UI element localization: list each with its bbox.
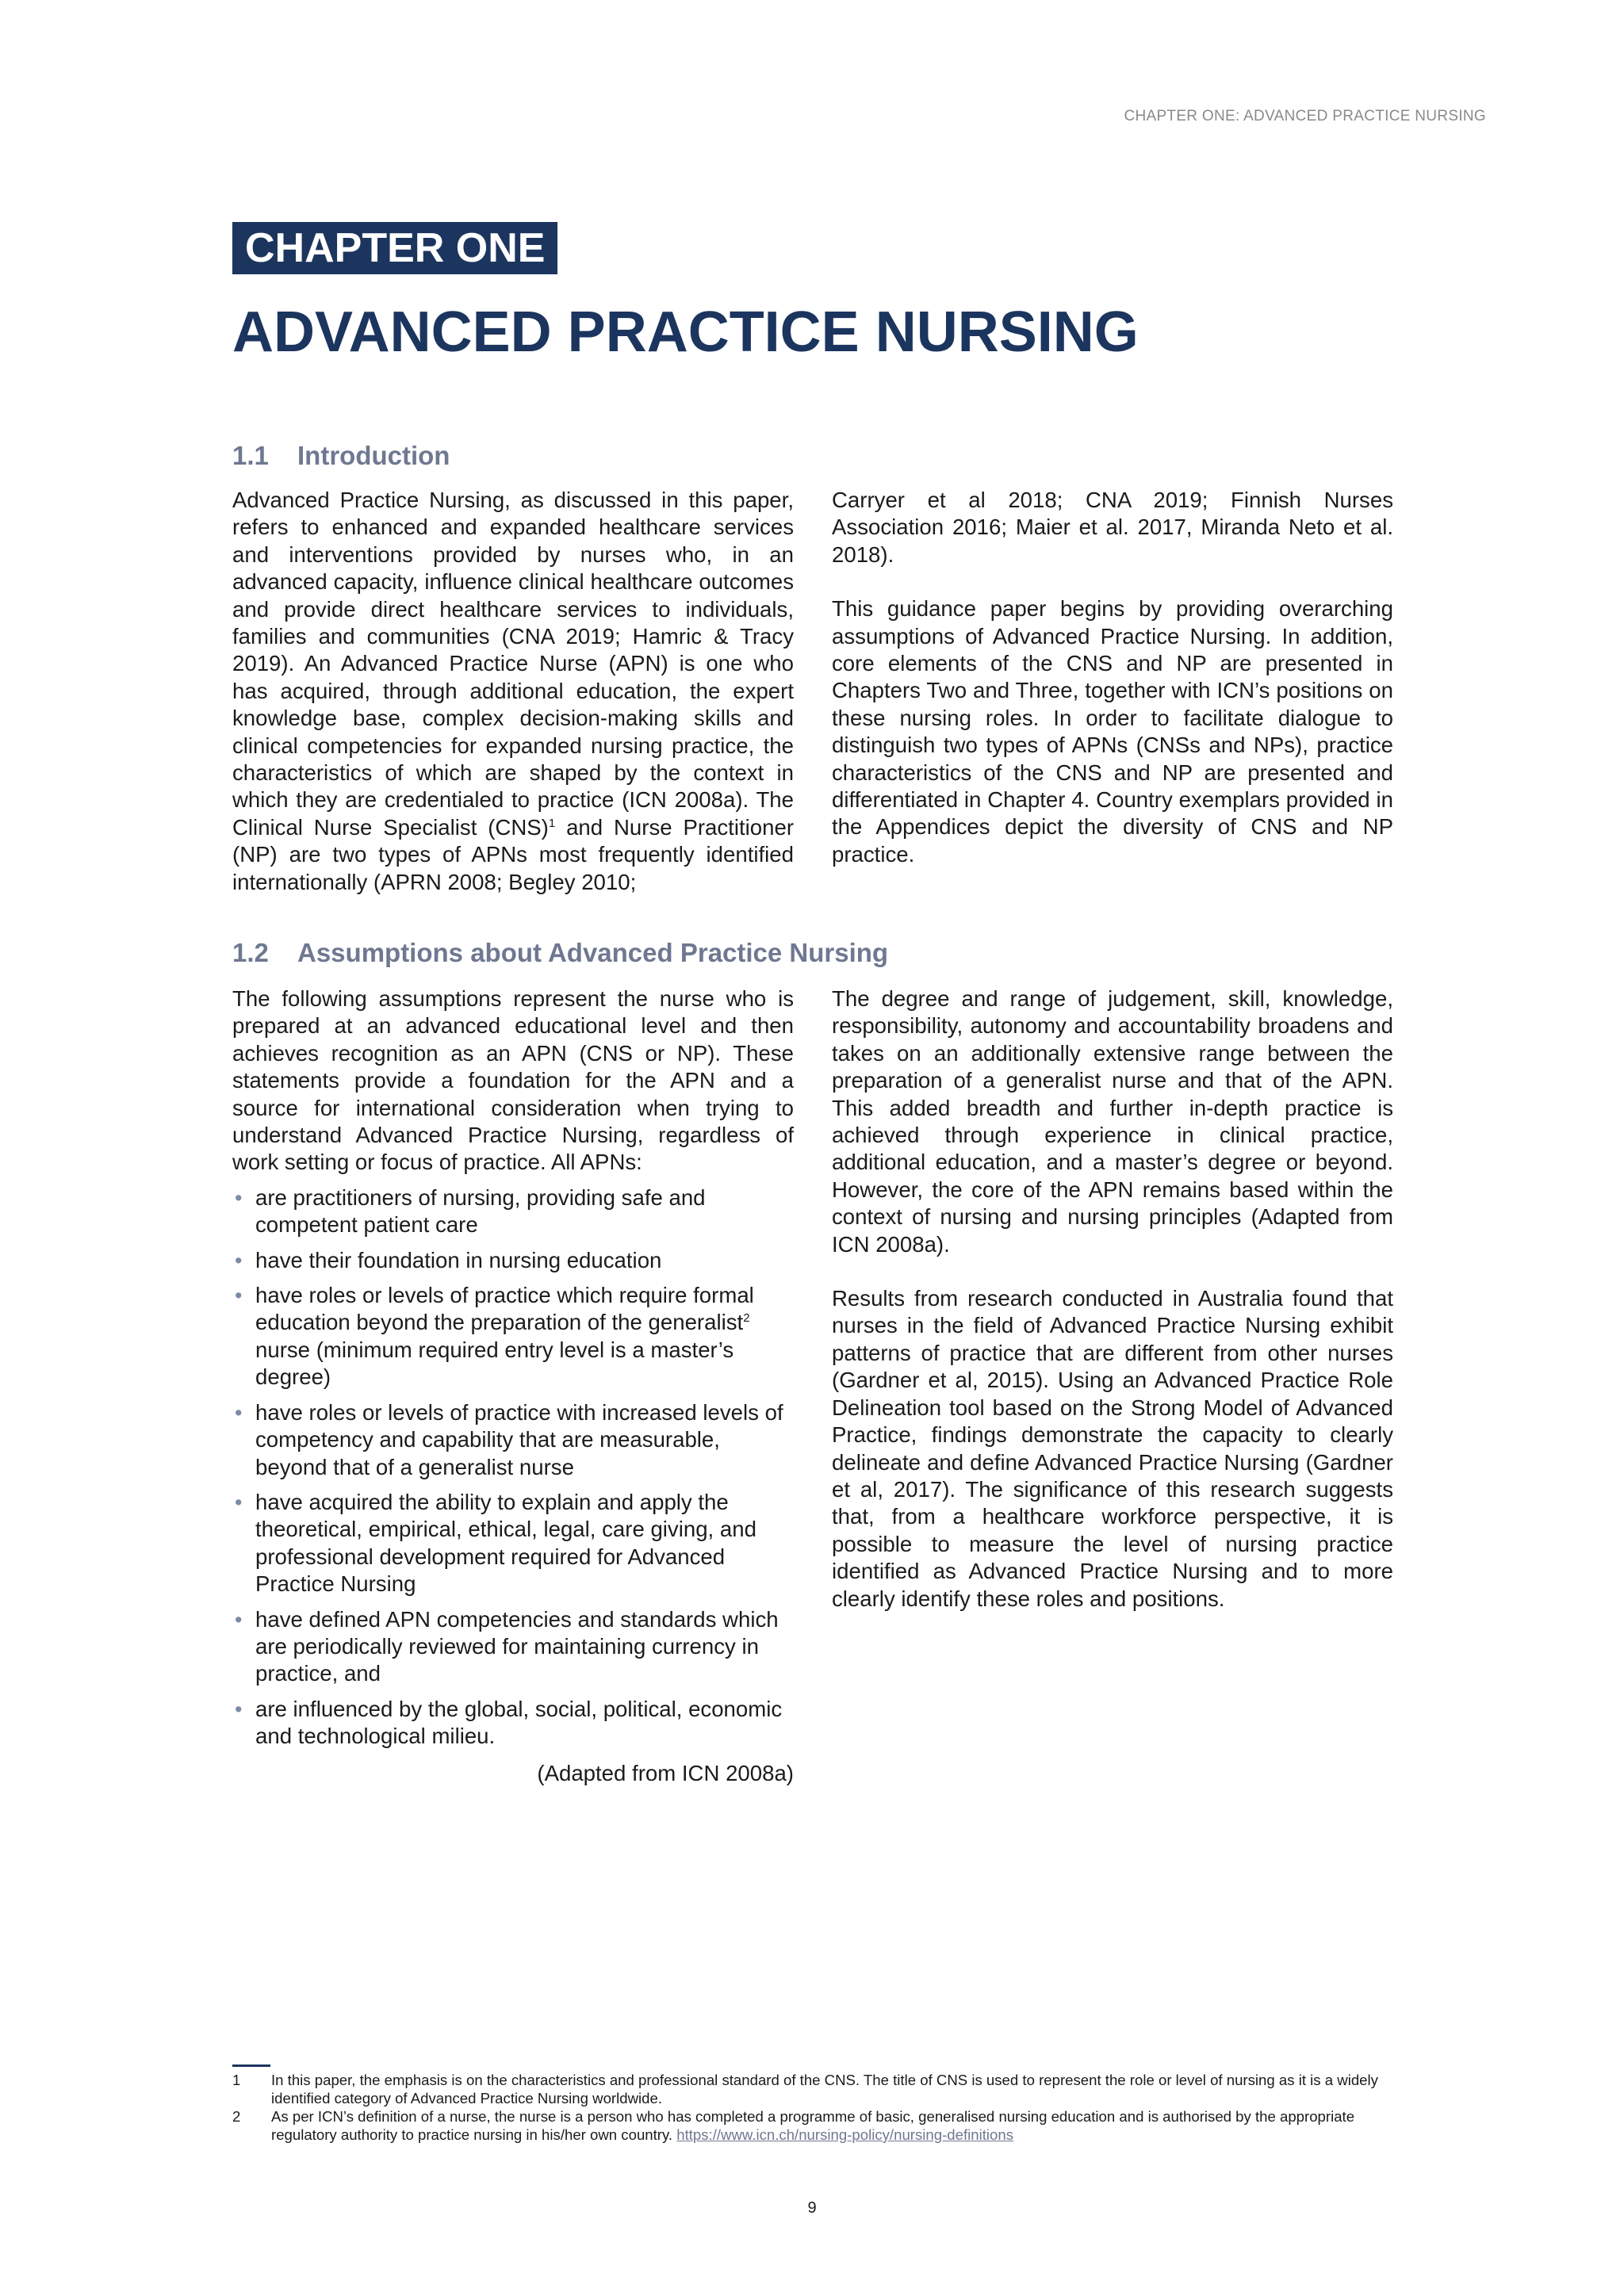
intro-paragraph-continued: Carryer et al 2018; CNA 2019; Finnish Nurses Association 2016; Maier et al. 2017, Miranda Neto et al. 2018). bbox=[832, 488, 1393, 567]
assumptions-left-column bbox=[232, 985, 794, 1787]
list-item: • have roles or levels of practice with increased levels of competency and capability that are measurable, beyond that of a generalist nurse bbox=[235, 1399, 783, 1479]
chapter-label: CHAPTER ONE bbox=[232, 222, 557, 274]
bullet-icon: • bbox=[235, 1248, 243, 1272]
guidance-paragraph: This guidance paper begins by providing overarching assumptions of Advanced Practice Nursing. In addition, core elements of the CNS and NP are presented in Chapters Two and Three, together with ICN’s positions on these nursing roles. In order to facilitate dialogue to distinguish two types of APNs (CNSs and NPs), practice characteristics of the CNS and NP are presented and differentiated in Chapter 4. Country exemplars provided in the Appendices depict the diversity of CNS and NP practice. bbox=[832, 596, 1393, 867]
footnote-ref-2[interactable]: 2 bbox=[743, 1311, 750, 1326]
intro-right-column bbox=[832, 487, 1393, 868]
bullet-icon: • bbox=[235, 1185, 243, 1210]
list-item: • are influenced by the global, social, political, economic and technological milieu. bbox=[235, 1696, 783, 1749]
footnote-divider bbox=[232, 2064, 270, 2067]
list-item: • are practitioners of nursing, providing safe and competent patient care bbox=[235, 1184, 706, 1238]
section-title: Assumptions about Advanced Practice Nursing bbox=[297, 938, 889, 967]
footnote-number: 2 bbox=[232, 2108, 241, 2125]
bullet-icon: • bbox=[235, 1607, 243, 1632]
list-item: • have acquired the ability to explain and apply the theoretical, empirical, ethical, legal, care giving, and professional development required for Advanced Practice Nursing bbox=[235, 1489, 756, 1597]
research-paragraph: Results from research conducted in Australia found that nurses in the field of Advanced Practice Nursing exhibit patterns of practice that are different from other nurses (Gardner et al, 2015). Using an Advanced Practice Role Delineation tool based on the Strong Model of Advanced Practice, findings demonstrate the capacity to clearly delineate and define Advanced Practice Nursing (Gardner et al, 2017). The significance of this research suggests that, from a healthcare workforce perspective, it is possible to measure the level of nursing practice identified as Advanced Practice Nursing and to more clearly identify these roles and positions. bbox=[832, 1286, 1393, 1611]
apn-scope-paragraph: The degree and range of judgement, skill, knowledge, responsibility, autonomy and accountability broadens and takes on an additionally extensive range between the preparation of a generalist nurse and that of the APN. This added breadth and further in-depth practice is achieved through experience in clinical practice, additional education, and a master’s degree or beyond. However, the core of the APN remains based within the context of nursing and nursing principles (Adapted from ICN 2008a). bbox=[832, 986, 1393, 1257]
chapter-title: ADVANCED PRACTICE NURSING bbox=[232, 300, 1139, 364]
footnote-2 bbox=[232, 2107, 1390, 2144]
nursing-definitions-link[interactable]: https://www.icn.ch/nursing-policy/nursing-definitions bbox=[676, 2126, 1014, 2143]
assumptions-right-column bbox=[832, 985, 1393, 1613]
footnote-ref-1[interactable]: 1 bbox=[548, 816, 556, 830]
section-title: Introduction bbox=[297, 441, 450, 470]
bullet-icon: • bbox=[235, 1697, 243, 1721]
intro-paragraph: Advanced Practice Nursing, as discussed in this paper, refers to enhanced and expanded healthcare services and interventions provided by nurses who, in an advanced capacity, influence clinical healthcare outcomes and provide direct healthcare services to individuals, families and communities (CNA 2019; Hamric & Tracy 2019). An Advanced Practice Nurse (APN) is one who has acquired, through additional education, the expert knowledge base, complex decision-making skills and clinical competencies for expanded nursing practice, the characteristics of which are shaped by the context in which they are credentialed to practice (ICN 2008a). The Clinical Nurse Specialist (CNS)$^1$ and Nurse Practitioner (NP) are two types of APNs most frequently identified internationally (APRN 2008; Begley 2010; bbox=[232, 488, 795, 894]
footnotes bbox=[232, 2071, 1390, 2144]
section-heading-introduction bbox=[232, 440, 450, 472]
bullet-icon: • bbox=[235, 1490, 243, 1514]
section-number: 1.2 bbox=[232, 938, 269, 967]
section-number: 1.1 bbox=[232, 441, 269, 470]
footnote-text: In this paper, the emphasis is on the characteristics and professional standard of the CNS. The title of CNS is used to represent the role or level of nursing as it is a widely identified category of Advanced Practice Nursing worldwide. bbox=[271, 2072, 1378, 2107]
assumptions-list bbox=[232, 1184, 794, 1751]
section-heading-assumptions bbox=[232, 937, 888, 969]
assumptions-intro: The following assumptions represent the nurse who is prepared at an advanced educational level and then achieves recognition as an APN (CNS or NP). These statements provide a foundation for the APN and a source for international consideration when trying to understand Advanced Practice Nursing, regardless of work setting or focus of practice. All APNs: bbox=[232, 986, 794, 1175]
list-item: • have defined APN competencies and standards which are periodically reviewed for maintaining currency in practice, and bbox=[235, 1606, 779, 1686]
source-citation: (Adapted from ICN 2008a) bbox=[537, 1760, 794, 1785]
list-item: • have their foundation in nursing education bbox=[232, 1247, 794, 1274]
running-head: CHAPTER ONE: ADVANCED PRACTICE NURSING bbox=[1124, 108, 1486, 124]
page-number: 9 bbox=[807, 2199, 817, 2217]
footnote-1 bbox=[232, 2071, 1390, 2107]
bullet-icon: • bbox=[235, 1400, 243, 1425]
bullet-icon: • bbox=[235, 1284, 243, 1308]
intro-left-column bbox=[232, 487, 794, 896]
list-item: • have roles or levels of practice which require formal education beyond the preparation of the generalist$^2$ nurse (minimum required entry level is a master’s degree) bbox=[235, 1283, 754, 1390]
footnote-text: As per ICN’s definition of a nurse, the nurse is a person who has completed a programme of basic, generalised nursing education and is authorised by the appropriate regulatory authority to practice nursing in his/her own country. bbox=[271, 2108, 1355, 2143]
footnote-number: 1 bbox=[232, 2072, 241, 2088]
